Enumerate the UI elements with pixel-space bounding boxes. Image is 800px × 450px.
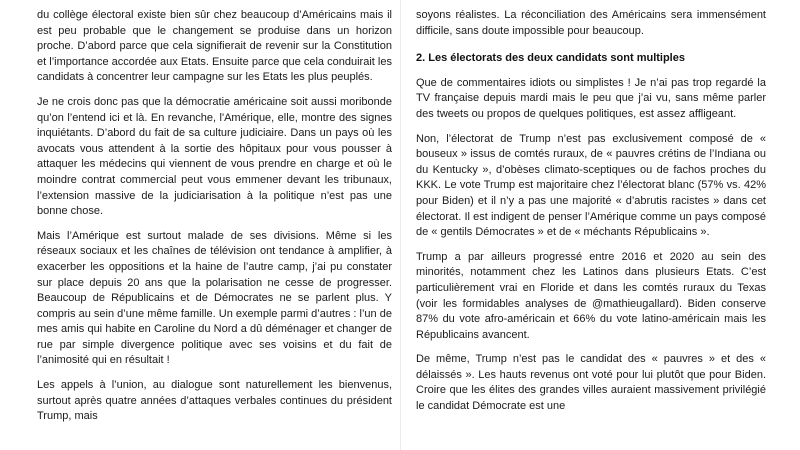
right-paragraph-1: Que de commentaires idiots ou simplistes ! Je n’ai pas trop regardé la TV française depuis mardi mais le peu que j’ai vu, sans même parler des tweets ou propos de quelques politiques, est assez affligeant. <box>416 76 766 120</box>
right-column <box>416 8 766 450</box>
right-paragraph-2: Non, l’électorat de Trump n’est pas exclusivement composé de « bouseux » issus de comtés ruraux, de « pauvres crétins de l’Indiana ou du Kentucky », d’obèses climato-sceptiques ou de fachos proches du KKK. Le vote Trump est majoritaire chez l’électorat blanc (57% vs. 42% pour Biden) et il n’y a pas une majorité « d’abrutis racistes » dans cet électorat. Il est indigent de penser l’Amérique comme un pays composé de « gentils Démocrates » et de « méchants Républicains ». <box>416 132 766 239</box>
left-paragraph-2: Je ne crois donc pas que la démocratie américaine soit aussi moribonde qu’on l’entend ici et là. En revanche, l'Amérique, elle, montre des signes inquiétants. D’abord du fait de sa culture judiciaire. Dans un pays où les avocats vous attendent à la sortie des hôpitaux pour vous pousser à attaquer les médecins qui viennent de vous prendre en charge et où le moindre contrat commercial peut vous emmener devant les tribunaux, l’extension massive de la judiciarisation à la politique n’est pas une bonne chose. <box>37 95 392 218</box>
left-paragraph-3: Mais l’Amérique est surtout malade de ses divisions. Même si les réseaux sociaux et les chaînes de télévision ont tendance à amplifier, à exacerber les oppositions et la haine de l’autre camp, j’ai pu constater sur place depuis 20 ans que la polarisation ne cesse de progresser. Beaucoup de Républicains et de Démocrates ne se parlent plus. Y compris au sein d’une même famille. Un exemple parmi d’autres : l’un de mes amis qui habite en Caroline du Nord a dû déménager et changer de rue par simple divergence politique avec ses voisins et du fait de l’animosité qui en résultait ! <box>37 229 392 367</box>
section-heading: 2. Les électorats des deux candidats sont multiples <box>416 52 685 65</box>
left-paragraph-1: du collège électoral existe bien sûr chez beaucoup d’Américains mais il est peu probable que le changement se produise dans un horizon proche. D’abord parce que cela signifierait de revenir sur la Constitution et l’importance accordée aux Etats. Ensuite parce que cela conduirait les candidats à concentrer leur campagne sur les Etats les plus peuplés. <box>37 9 392 84</box>
right-paragraph-4: De même, Trump n’est pas le candidat des « pauvres » et des « délaissés ». Les hauts revenus ont voté pour lui plutôt que pour Biden. Croire que les élites des grandes villes auraient massivement privilégié le candidat Démocrate est une <box>416 353 766 413</box>
right-intro-paragraph: soyons réalistes. La réconciliation des Américains sera immensément difficile, sans doute impossible pour beaucoup. <box>416 9 766 37</box>
left-paragraph-4: Les appels à l’union, au dialogue sont naturellement les bienvenus, surtout après quatre années d’attaques verbales continues du président Trump, mais <box>37 379 392 423</box>
left-column <box>37 8 392 450</box>
column-divider <box>400 0 401 450</box>
right-paragraph-3: Trump a par ailleurs progressé entre 2016 et 2020 au sein des minorités, notamment chez les Latinos dans plusieurs Etats. C’est particulièrement vrai en Floride et dans les comtés ruraux du Texas (voir les formidables analyses de @mathieugallard). Biden conserve 87% du vote afro-américain et 66% du vote latino-américain mais les Républicains avancent. <box>416 250 766 341</box>
